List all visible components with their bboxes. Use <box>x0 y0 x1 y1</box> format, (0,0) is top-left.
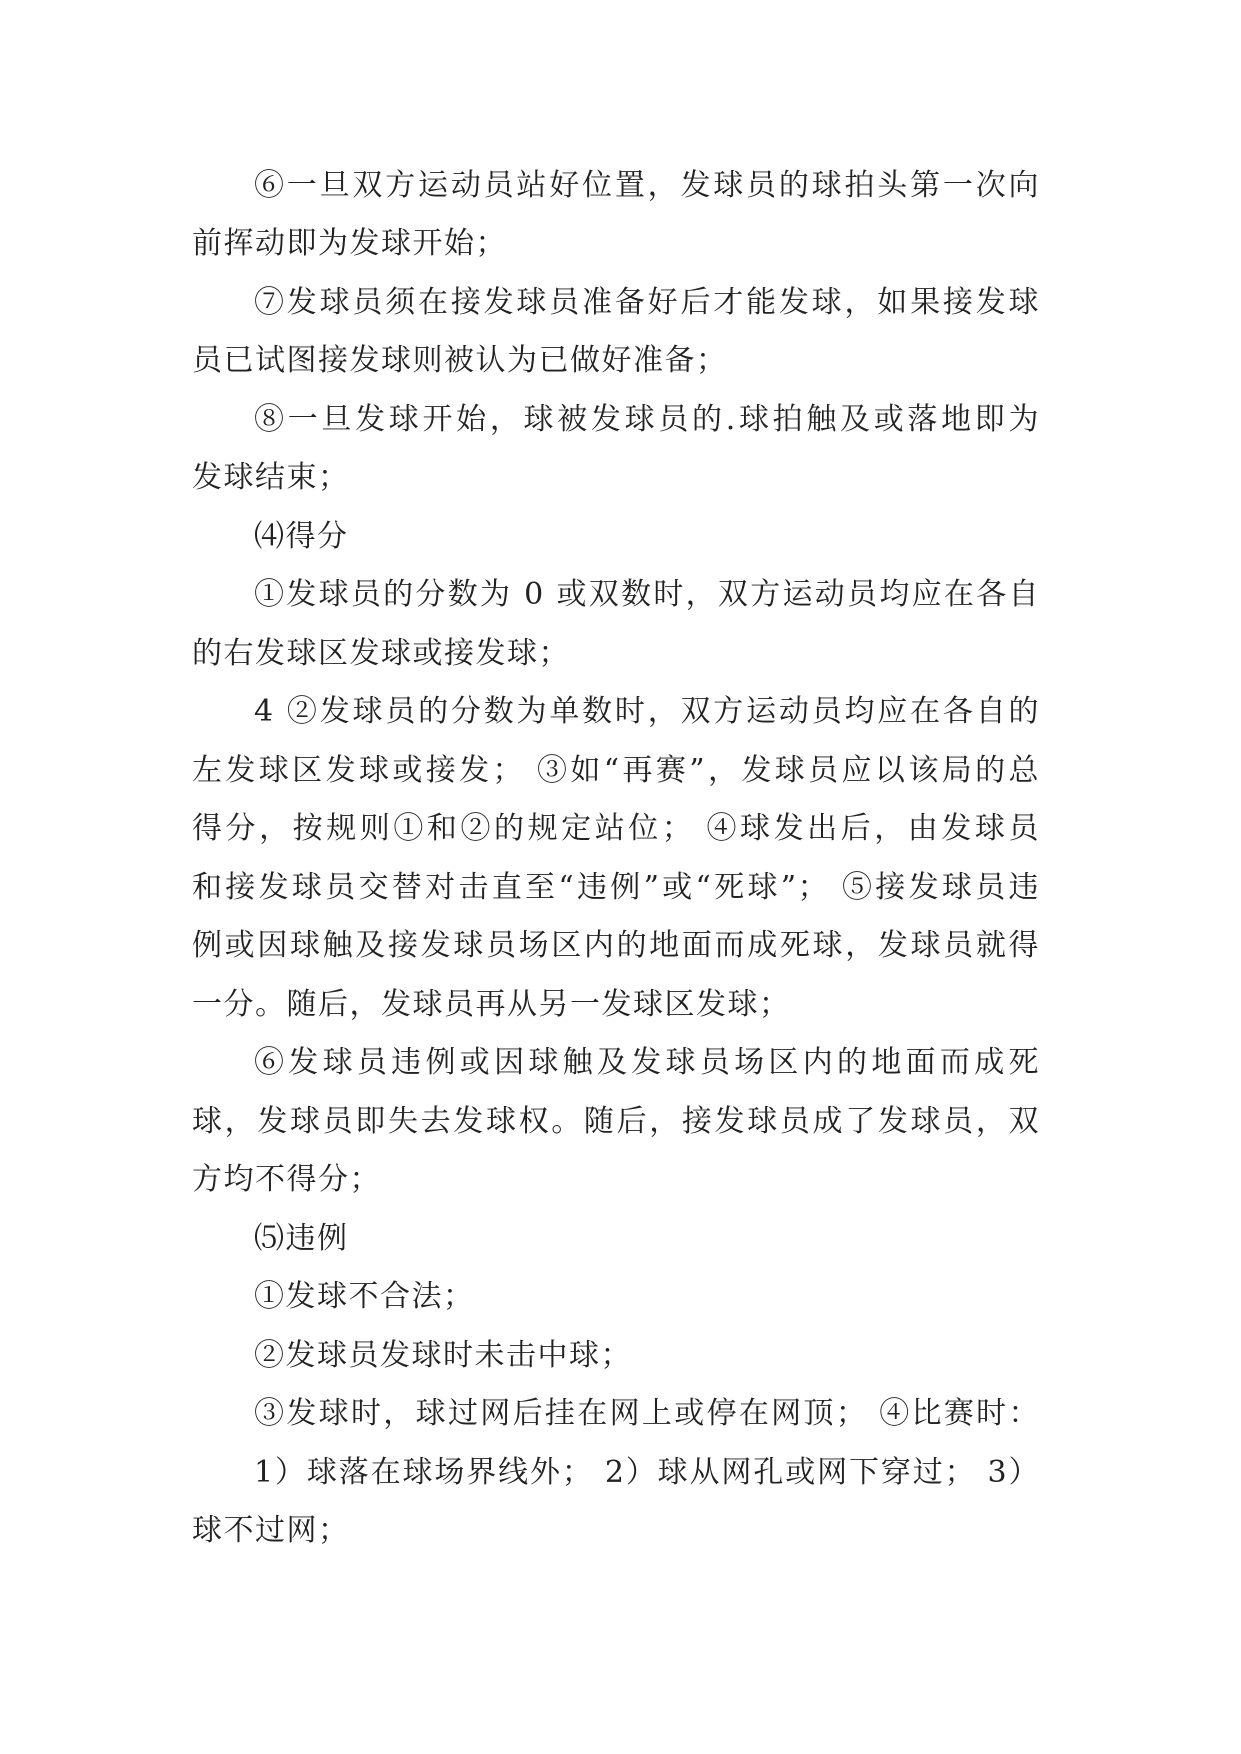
text-line: 发球结束； <box>192 460 350 495</box>
text-line: 方均不得分； <box>192 1162 381 1197</box>
text-line: 的右发球区发球或接发球； <box>192 636 570 671</box>
text-line: 例或因球触及接发球员场区内的地面而成死球，发球员就得 <box>192 928 1040 963</box>
section-heading: ⑷得分 <box>254 519 349 554</box>
text-line: ③发球时，球过网后挂在网上或停在网顶； ④比赛时： <box>254 1396 1040 1431</box>
text-line: ⑥发球员违例或因球触及发球员场区内的地面而成死 <box>254 1045 1040 1080</box>
text-line: 前挥动即为发球开始； <box>192 226 507 261</box>
text-line: 4 ②发球员的分数为单数时，双方运动员均应在各自的 <box>254 694 1040 729</box>
text-line: ①发球不合法； <box>254 1279 475 1314</box>
text-line: 得分，按规则①和②的规定站位； ④球发出后，由发球员 <box>192 811 1040 846</box>
text-line: ⑦发球员须在接发球员准备好后才能发球，如果接发球 <box>254 285 1040 320</box>
text-line: 一分。随后，发球员再从另一发球区发球； <box>192 987 791 1022</box>
text-line: 球，发球员即失去发球权。随后，接发球员成了发球员，双 <box>192 1104 1040 1139</box>
text-line: ①发球员的分数为 0 或双数时，双方运动员均应在各自 <box>254 577 1040 612</box>
text-line: 左发球区发球或接发； ③如“再赛”，发球员应以该局的总 <box>192 753 1040 788</box>
section-heading: ⑸违例 <box>254 1221 349 1256</box>
text-line: 和接发球员交替对击直至“违例”或“死球”； ⑤接发球员违 <box>192 870 1040 905</box>
text-line: ②发球员发球时未击中球； <box>254 1338 632 1373</box>
text-line: 球不过网； <box>192 1513 350 1548</box>
text-line: 1）球落在球场界线外； 2）球从网孔或网下穿过； 3） <box>254 1455 1040 1490</box>
text-line: 员已试图接发球则被认为已做好准备； <box>192 343 728 378</box>
text-line: ⑥一旦双方运动员站好位置，发球员的球拍头第一次向 <box>254 168 1040 203</box>
text-line: ⑧一旦发球开始，球被发球员的.球拍触及或落地即为 <box>254 402 1040 437</box>
